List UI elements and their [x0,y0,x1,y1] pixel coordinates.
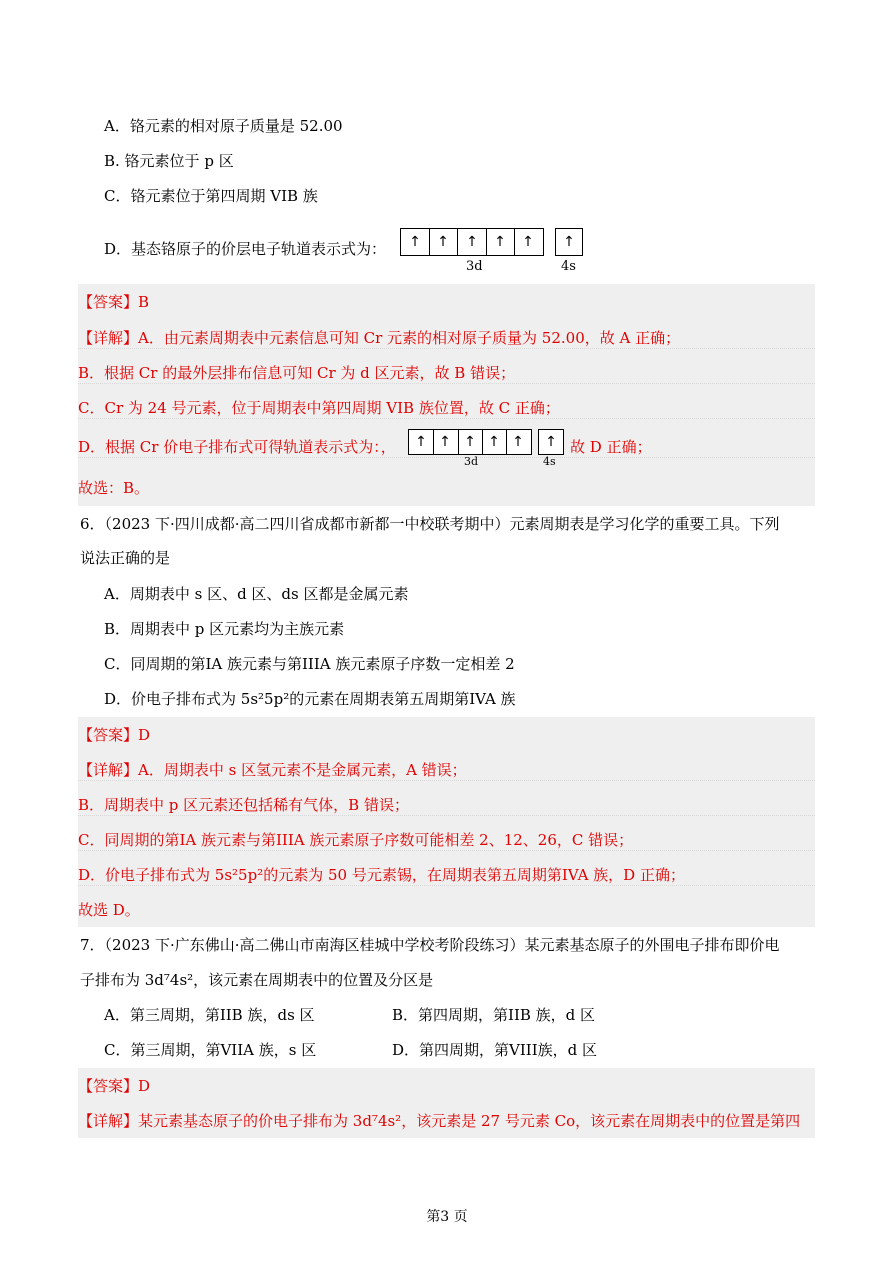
q6-option-b: B．周期表中 p 区元素均为主族元素 [104,620,345,638]
q7-stem-line1: 7．（2023 下·广东佛山·高二佛山市南海区桂城中学校考阶段练习）某元素基态原子的外围电子排布即价电 [80,936,780,954]
orbital-3d-box [408,429,532,455]
orbital-3d-box [400,228,544,256]
up-arrow-icon: ↑ [494,234,506,250]
orbital-3d-label: 3d [464,455,479,468]
up-arrow-icon: ↑ [563,234,575,250]
q6-option-c: C．同周期的第IA 族元素与第IIIA 族元素原子序数一定相差 2 [104,655,515,673]
page-footer: 第3 页 [426,1209,468,1225]
q6-explain-a: 【详解】A．周期表中 s 区氢元素不是金属元素，A 错误； [78,760,815,781]
q5-answer-block [78,284,815,506]
q5-explain-c: C．Cr 为 24 号元素，位于周期表中第四周期 VIB 族位置，故 C 正确； [78,398,815,419]
up-arrow-icon: ↑ [409,234,421,250]
q7-stem-line2: 子排布为 3d⁷4s²，该元素在周期表中的位置及分区是 [80,971,434,989]
orbital-4s-box [538,429,564,455]
q5-option-d: D．基态铬原子的价层电子轨道表示式为： [104,240,387,258]
orbital-4s-label: 4s [543,455,556,468]
up-arrow-icon: ↑ [464,434,476,450]
up-arrow-icon: ↑ [437,234,449,250]
q5-explain-a: 【详解】A．由元素周期表中元素信息可知 Cr 元素的相对原子质量为 52.00，故 A 正确； [78,328,815,349]
q6-answer: 【答案】D [78,726,151,744]
orbital-diagram-small [408,429,568,469]
q7-option-a: A．第三周期，第IIB 族，ds 区 [104,1006,315,1024]
q7-answer: 【答案】D [78,1077,151,1095]
q5-answer: 【答案】B [78,293,150,311]
up-arrow-icon: ↑ [522,234,534,250]
q6-explain-c: C．同周期的第IA 族元素与第IIIA 族元素原子序数可能相差 2、12、26，C 错误； [78,830,815,851]
q6-option-a: A．周期表中 s 区、d 区、ds 区都是金属元素 [104,585,409,603]
q6-option-d: D．价电子排布式为 5s²5p²的元素在周期表第五周期第IVA 族 [104,690,516,708]
q7-explain: 【详解】某元素基态原子的价电子排布为 3d⁷4s²，该元素是 27 号元素 Co，该元素在周期表中的位置是第四 [78,1112,801,1130]
q6-explain-b: B．周期表中 p 区元素还包括稀有气体，B 错误； [78,795,815,816]
q5-option-a: A．铬元素的相对原子质量是 52.00 [104,117,343,135]
q7-option-b: B．第四周期，第IIB 族，d 区 [392,1006,596,1024]
q6-explain-d: D．价电子排布式为 5s²5p²的元素为 50 号元素锡，在周期表第五周期第IVA 族，D 正确； [78,865,815,886]
up-arrow-icon: ↑ [545,434,557,450]
up-arrow-icon: ↑ [439,434,451,450]
q6-answer-block [78,717,815,927]
up-arrow-icon: ↑ [415,434,427,450]
q5-explain-d-end: 故 D 正确； [570,438,652,456]
q5-explain-d: D．根据 Cr 价电子排布式可得轨道表示式为：， [78,437,815,458]
q6-stem-line1: 6．（2023 下·四川成都·高二四川省成都市新都一中校联考期中）元素周期表是学习化学的重要工具。下列 [80,515,780,533]
q5-explain-b: B．根据 Cr 的最外层排布信息可知 Cr 为 d 区元素，故 B 错误； [78,363,815,384]
q5-conclusion: 故选：B。 [78,479,150,497]
q7-option-c: C．第三周期，第VIIA 族，s 区 [104,1041,317,1059]
orbital-3d-label: 3d [466,259,483,274]
up-arrow-icon: ↑ [466,234,478,250]
up-arrow-icon: ↑ [488,434,500,450]
q6-conclusion: 故选 D。 [78,901,140,919]
q6-stem-line2: 说法正确的是 [80,549,171,567]
q5-option-c: C．铬元素位于第四周期 VIB 族 [104,187,318,205]
orbital-4s-label: 4s [561,259,576,274]
q5-option-b: B. 铬元素位于 p 区 [104,152,234,170]
q7-option-d: D．第四周期，第VIII族，d 区 [392,1041,598,1059]
up-arrow-icon: ↑ [512,434,524,450]
q7-answer-block [78,1068,815,1138]
orbital-diagram [400,228,590,278]
orbital-4s-box [555,228,583,256]
